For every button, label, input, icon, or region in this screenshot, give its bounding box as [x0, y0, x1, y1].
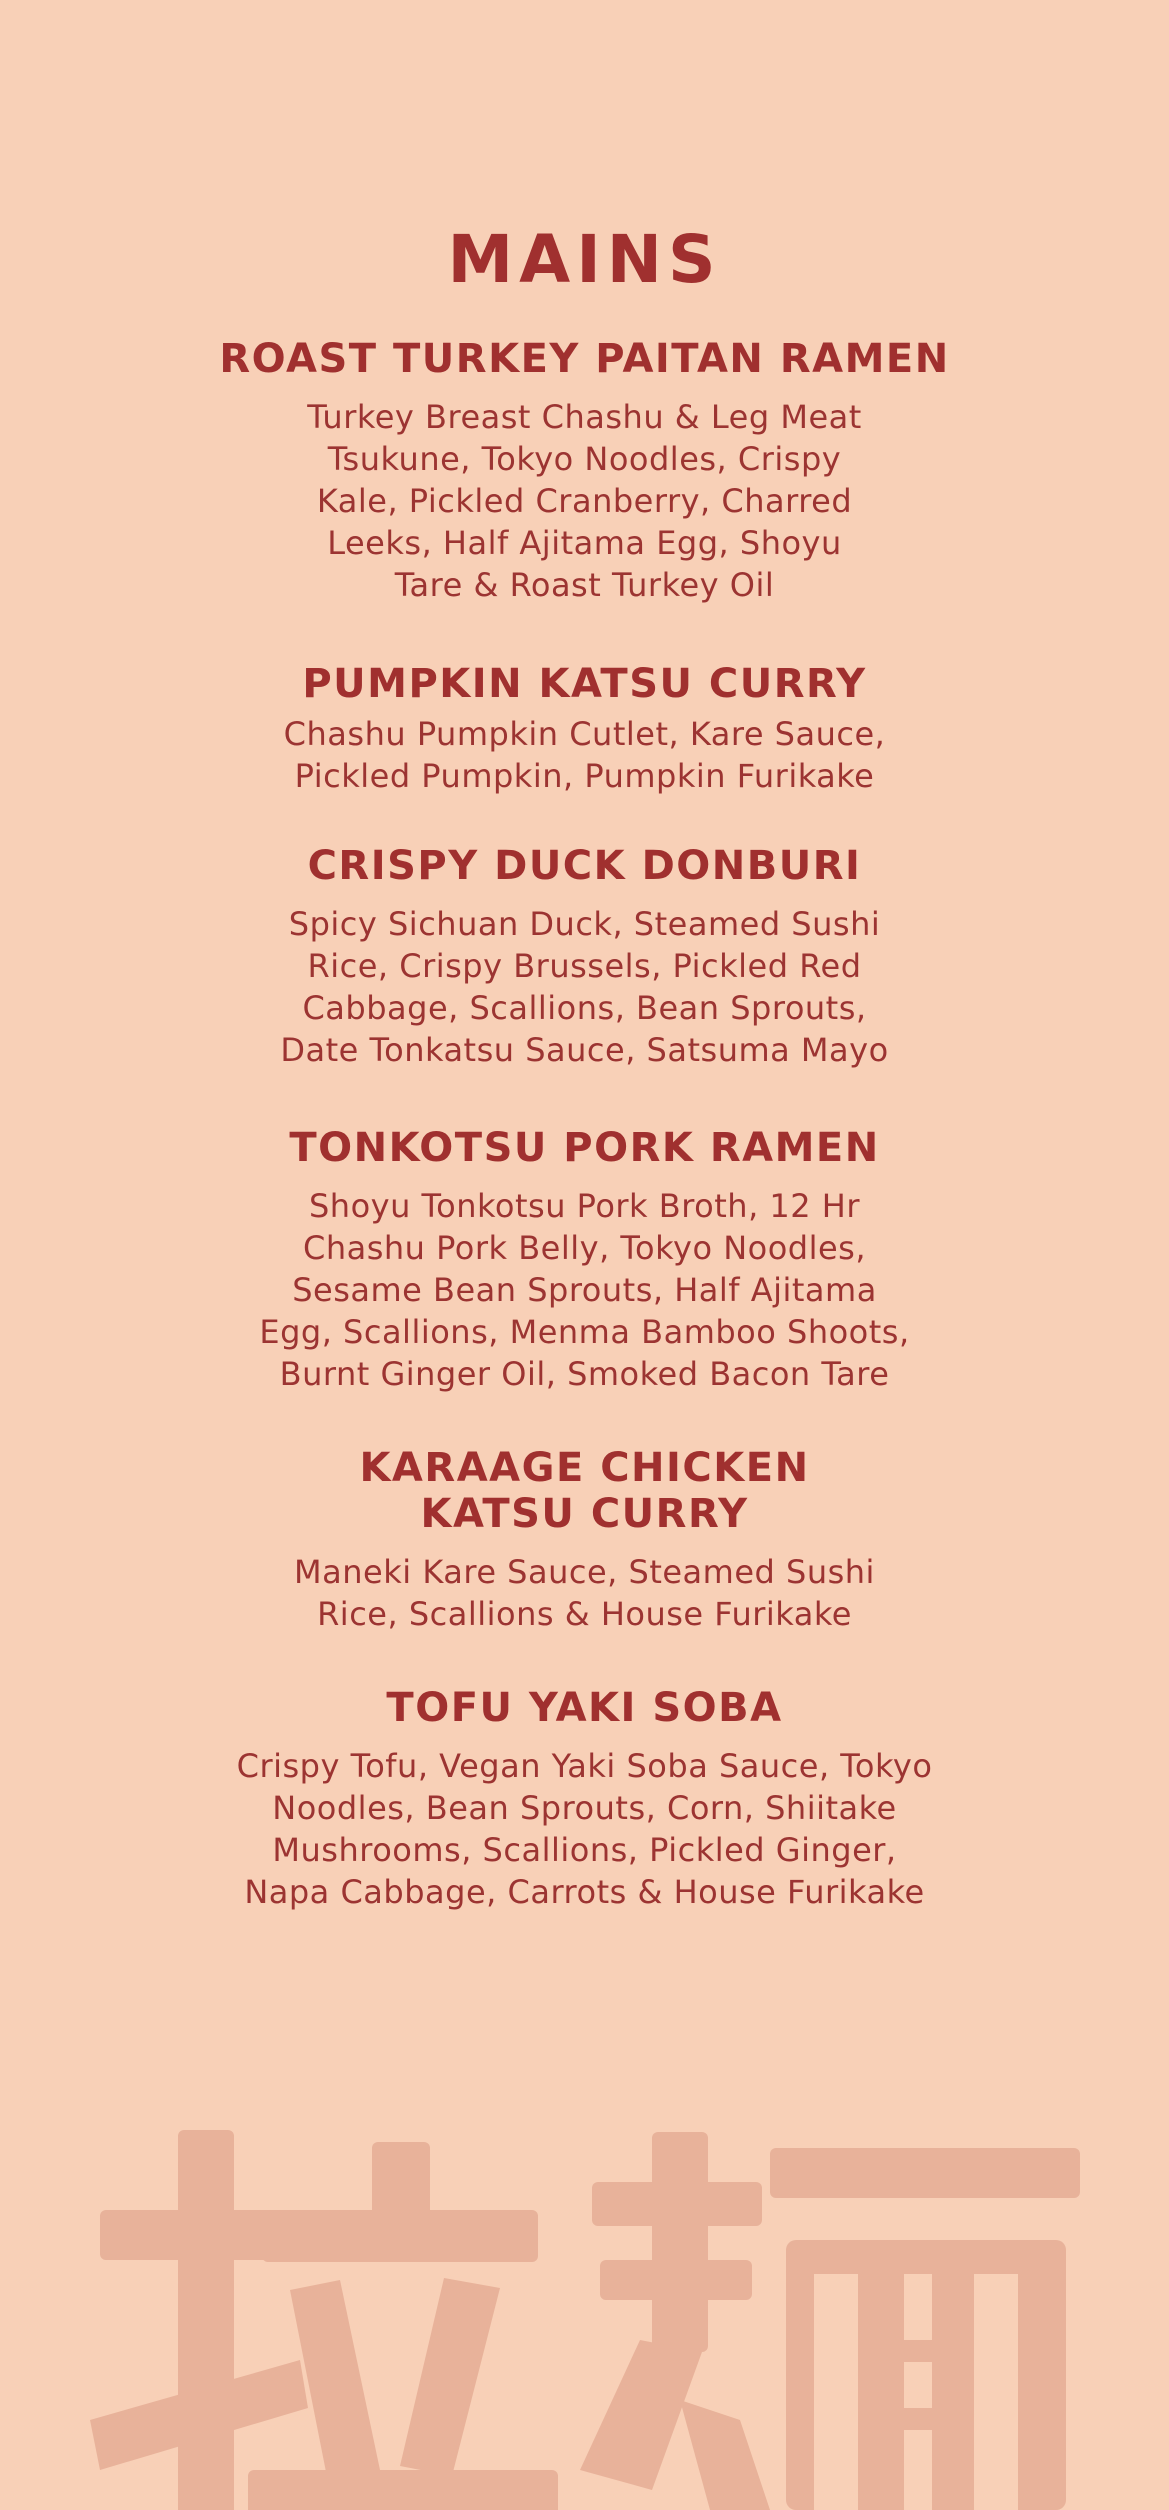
watermark-stroke [592, 2182, 762, 2226]
item-description-line: Crispy Tofu, Vegan Yaki Soba Sauce, Tokyo [236, 1747, 933, 1785]
item-description-line: Rice, Crispy Brussels, Pickled Red [307, 947, 862, 985]
item-description-line: Shoyu Tonkotsu Pork Broth, 12 Hr [308, 1187, 861, 1225]
watermark-stroke [580, 2340, 702, 2490]
watermark-stroke [248, 2470, 558, 2510]
item-description [0, 903, 1169, 1071]
ramen-kanji-watermark [80, 2090, 1100, 2510]
item-description-line: Chashu Pumpkin Cutlet, Kare Sauce, [283, 715, 886, 753]
item-name-line: KARAAGE CHICKEN [359, 1445, 810, 1491]
watermark-stroke [652, 2132, 708, 2352]
watermark-stroke [90, 2360, 308, 2470]
item-description-line: Turkey Breast Chashu & Leg Meat [307, 398, 862, 436]
menu-item-karaage-chicken-katsu-curry [0, 1445, 1169, 1635]
item-description-line: Sesame Bean Sprouts, Half Ajitama [292, 1271, 877, 1309]
item-name [0, 1445, 1169, 1537]
item-name-line: TOFU YAKI SOBA [386, 1685, 783, 1731]
item-description-line: Noodles, Bean Sprouts, Corn, Shiitake [272, 1789, 897, 1827]
watermark-stroke [600, 2260, 752, 2300]
menu-item-pumpkin-katsu-curry [0, 661, 1169, 797]
watermark-counter [814, 2274, 858, 2510]
item-description-line: Chashu Pork Belly, Tokyo Noodles, [302, 1229, 867, 1267]
item-description-line: Napa Cabbage, Carrots & House Furikake [244, 1873, 925, 1911]
watermark-stroke [178, 2130, 234, 2510]
ramen-kanji-graphic [80, 2090, 1100, 2510]
watermark-stroke [400, 2278, 500, 2476]
item-description [0, 1551, 1169, 1635]
section-title: MAINS [447, 221, 722, 298]
watermark-stroke [262, 2210, 538, 2262]
item-description-line: Burnt Ginger Oil, Smoked Bacon Tare [279, 1355, 890, 1393]
item-name-line: PUMPKIN KATSU CURRY [302, 661, 867, 707]
item-description-line: Tare & Roast Turkey Oil [394, 566, 775, 604]
item-description [0, 396, 1169, 606]
item-description-line: Spicy Sichuan Duck, Steamed Sushi [288, 905, 881, 943]
watermark-stroke [770, 2148, 1080, 2198]
watermark-stroke [786, 2240, 1066, 2510]
watermark-stroke [290, 2280, 380, 2482]
item-name [0, 336, 1169, 382]
item-description-line: Mushrooms, Scallions, Pickled Ginger, [272, 1831, 897, 1869]
item-description-line: Rice, Scallions & House Furikake [317, 1595, 852, 1633]
menu-item-tonkotsu-pork-ramen [0, 1125, 1169, 1395]
watermark-stroke [904, 2340, 932, 2362]
watermark-stroke [372, 2142, 430, 2232]
item-name-line: KATSU CURRY [420, 1491, 749, 1537]
item-description [0, 713, 1169, 797]
item-description [0, 1745, 1169, 1913]
item-description-line: Leeks, Half Ajitama Egg, Shoyu [327, 524, 842, 562]
watermark-counter [974, 2274, 1018, 2510]
item-description-line: Tsukune, Tokyo Noodles, Crispy [327, 440, 842, 478]
item-name-line: ROAST TURKEY PAITAN RAMEN [219, 336, 950, 382]
item-description-line: Kale, Pickled Cranberry, Charred [316, 482, 853, 520]
item-name-line: TONKOTSU PORK RAMEN [289, 1125, 880, 1171]
item-name [0, 1685, 1169, 1731]
item-name [0, 661, 1169, 707]
menu-item-tofu-yaki-soba [0, 1685, 1169, 1913]
watermark-counter [904, 2274, 932, 2510]
watermark-stroke [904, 2408, 932, 2430]
item-description-line: Maneki Kare Sauce, Steamed Sushi [294, 1553, 875, 1591]
item-name-line: CRISPY DUCK DONBURI [307, 843, 862, 889]
item-description-line: Date Tonkatsu Sauce, Satsuma Mayo [280, 1031, 889, 1069]
item-name [0, 843, 1169, 889]
item-description-line: Egg, Scallions, Menma Bamboo Shoots, [259, 1313, 910, 1351]
watermark-stroke [680, 2400, 770, 2510]
item-description-line: Pickled Pumpkin, Pumpkin Furikake [294, 757, 875, 795]
item-description [0, 1185, 1169, 1395]
menu-item-crispy-duck-donburi [0, 843, 1169, 1071]
item-name [0, 1125, 1169, 1171]
menu-item-roast-turkey-paitan-ramen [0, 336, 1169, 606]
item-description-line: Cabbage, Scallions, Bean Sprouts, [302, 989, 867, 1027]
watermark-stroke [100, 2210, 300, 2260]
